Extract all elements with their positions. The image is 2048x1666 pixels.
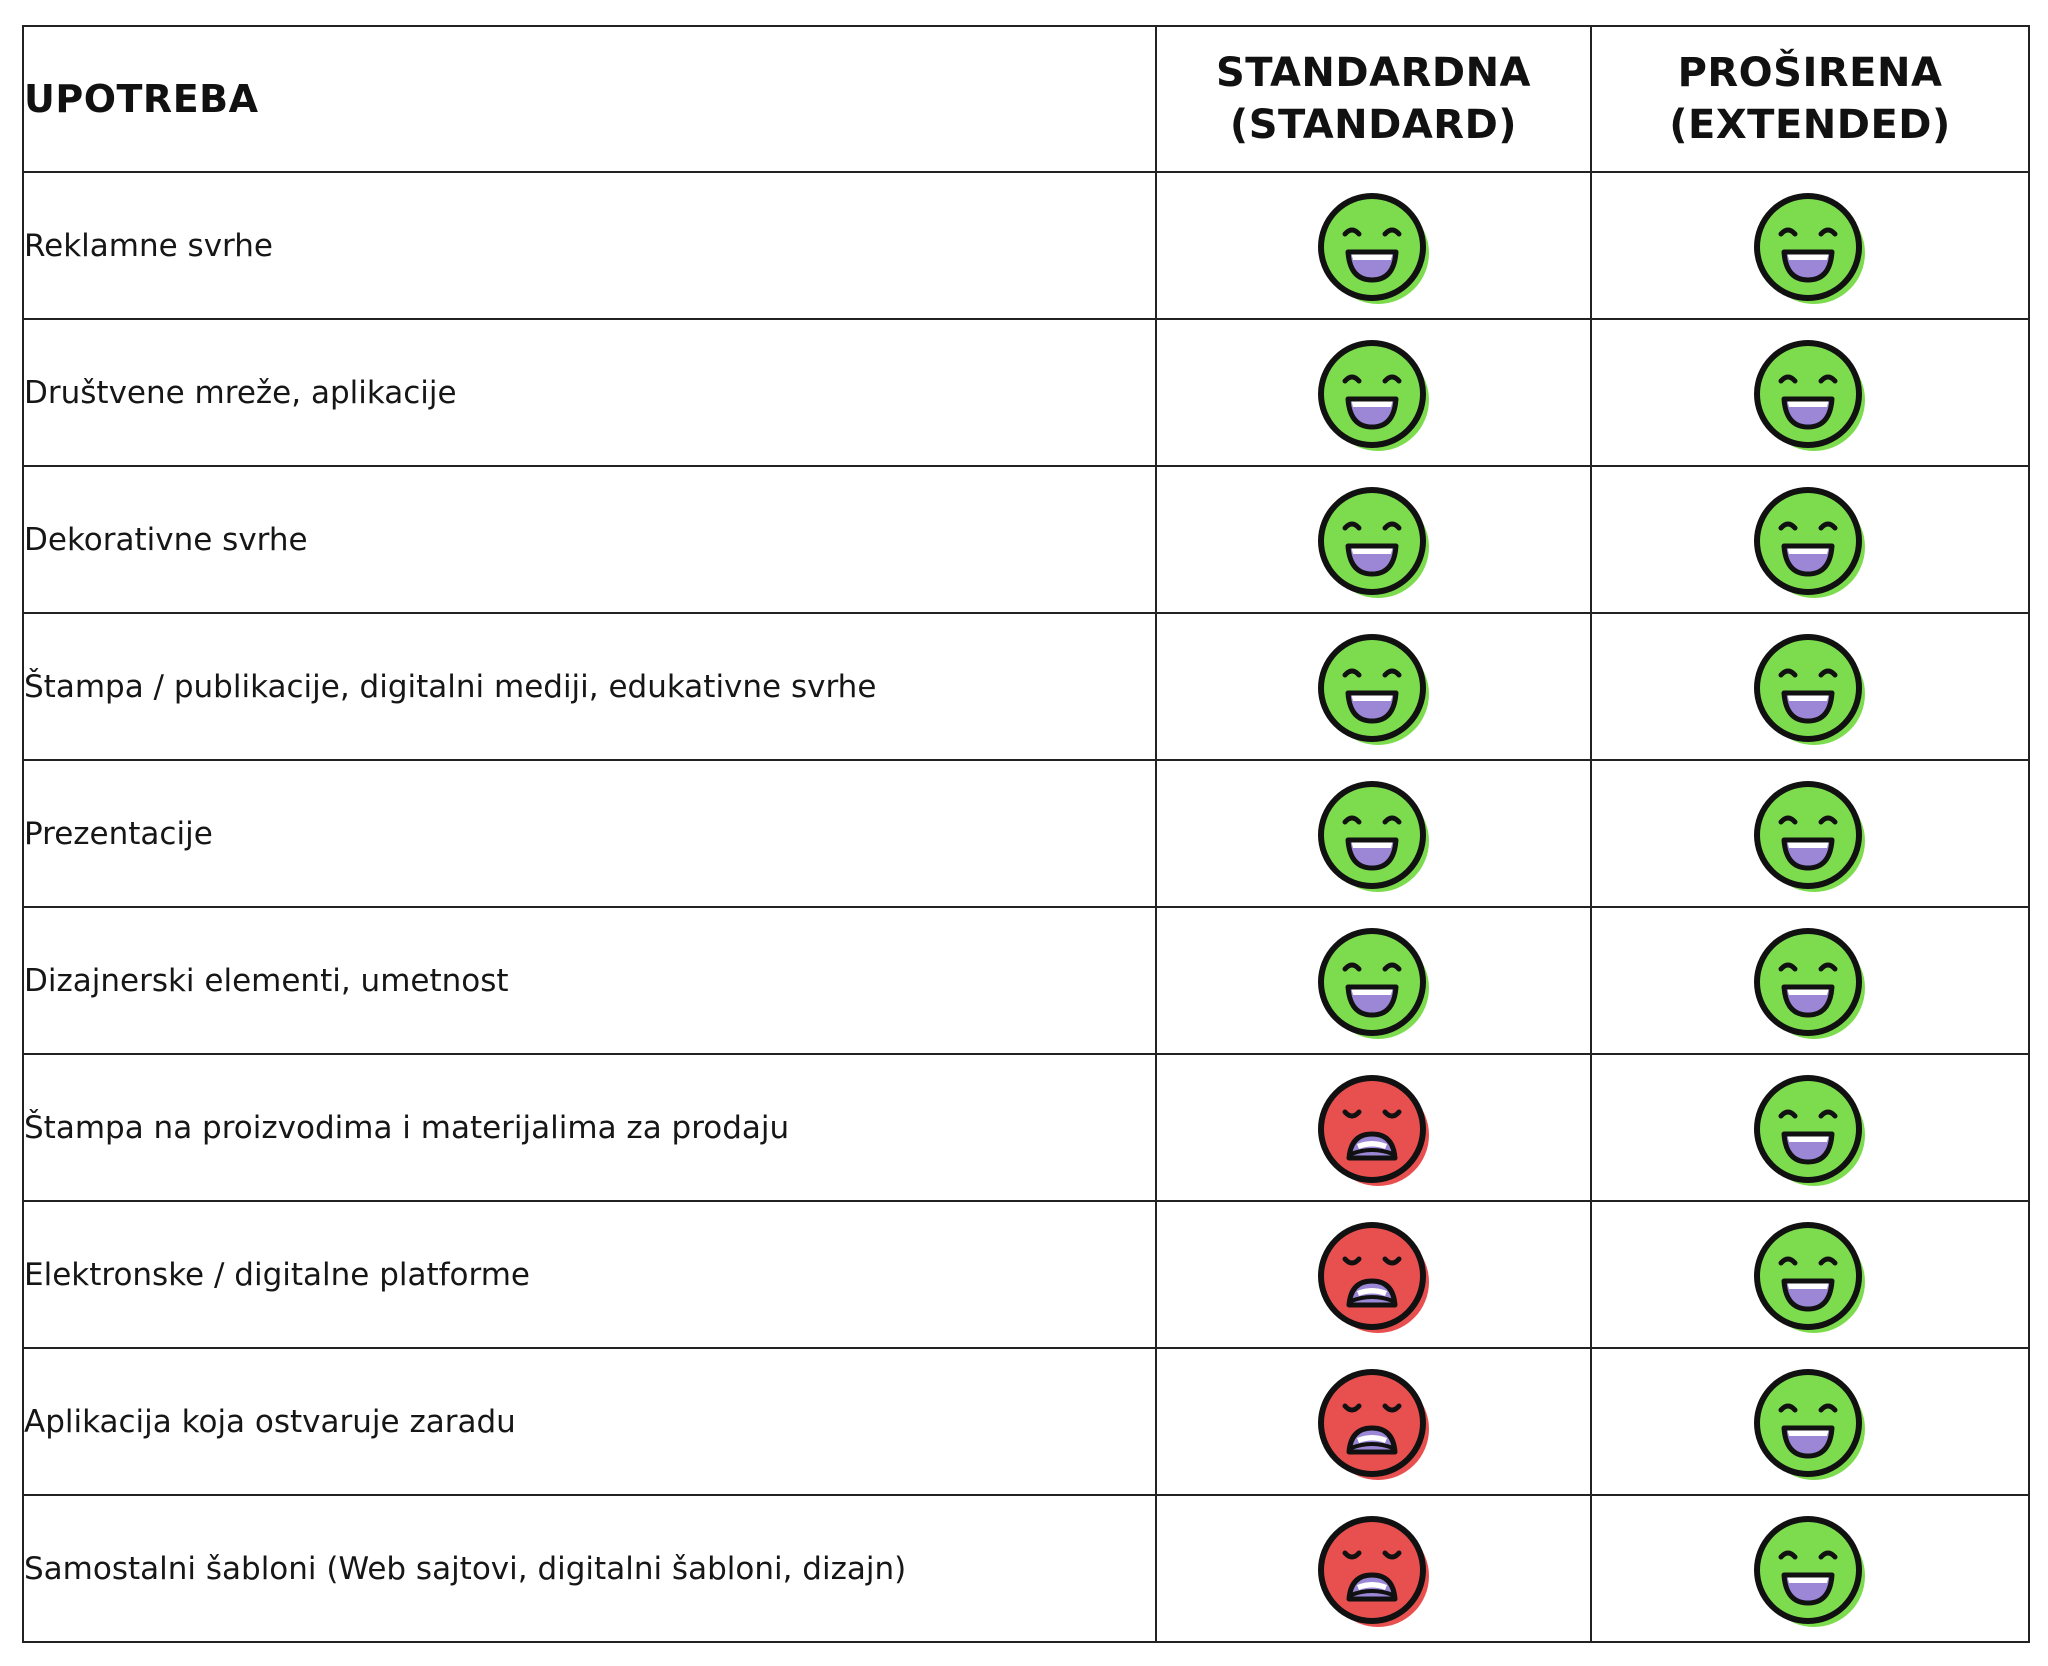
table-row bbox=[23, 613, 2029, 760]
table-row bbox=[23, 319, 2029, 466]
sad-face-icon bbox=[1315, 1513, 1433, 1631]
extended-column-header bbox=[1591, 26, 2029, 172]
happy-face-icon bbox=[1315, 190, 1433, 308]
standard-license-cell bbox=[1156, 319, 1591, 466]
extended-license-cell bbox=[1591, 1495, 2029, 1642]
table-body bbox=[23, 172, 2029, 1642]
usage-label: Aplikacija koja ostvaruje zaradu bbox=[23, 1348, 1156, 1495]
standard-license-cell bbox=[1156, 466, 1591, 613]
happy-face-icon bbox=[1751, 1513, 1869, 1631]
table-row bbox=[23, 907, 2029, 1054]
standard-license-cell bbox=[1156, 760, 1591, 907]
standard-license-cell bbox=[1156, 907, 1591, 1054]
happy-face-icon bbox=[1315, 631, 1433, 749]
happy-face-icon bbox=[1751, 1072, 1869, 1190]
usage-label: Štampa na proizvodima i materijalima za prodaju bbox=[23, 1054, 1156, 1201]
sad-face-icon bbox=[1315, 1072, 1433, 1190]
standard-header-line2: (STANDARD) bbox=[1229, 102, 1518, 148]
happy-face-icon bbox=[1751, 1219, 1869, 1337]
extended-header-line2: (EXTENDED) bbox=[1669, 102, 1951, 148]
usage-label: Društvene mreže, aplikacije bbox=[23, 319, 1156, 466]
table-row bbox=[23, 760, 2029, 907]
usage-label: Dekorativne svrhe bbox=[23, 466, 1156, 613]
happy-face-icon bbox=[1315, 337, 1433, 455]
happy-face-icon bbox=[1751, 1366, 1869, 1484]
happy-face-icon bbox=[1751, 484, 1869, 602]
usage-label: Dizajnerski elementi, umetnost bbox=[23, 907, 1156, 1054]
usage-label: Prezentacije bbox=[23, 760, 1156, 907]
usage-column-header: UPOTREBA bbox=[23, 26, 1156, 172]
usage-label: Štampa / publikacije, digitalni mediji, edukativne svrhe bbox=[23, 613, 1156, 760]
extended-license-cell bbox=[1591, 907, 2029, 1054]
extended-license-cell bbox=[1591, 1054, 2029, 1201]
happy-face-icon bbox=[1751, 190, 1869, 308]
table-row bbox=[23, 1054, 2029, 1201]
standard-license-cell bbox=[1156, 1495, 1591, 1642]
usage-label: Reklamne svrhe bbox=[23, 172, 1156, 319]
extended-license-cell bbox=[1591, 1201, 2029, 1348]
extended-license-cell bbox=[1591, 466, 2029, 613]
standard-license-cell bbox=[1156, 613, 1591, 760]
sad-face-icon bbox=[1315, 1366, 1433, 1484]
happy-face-icon bbox=[1315, 778, 1433, 896]
happy-face-icon bbox=[1315, 925, 1433, 1043]
standard-column-header bbox=[1156, 26, 1591, 172]
standard-license-cell bbox=[1156, 1054, 1591, 1201]
sad-face-icon bbox=[1315, 1219, 1433, 1337]
usage-label: Elektronske / digitalne platforme bbox=[23, 1201, 1156, 1348]
happy-face-icon bbox=[1751, 631, 1869, 749]
happy-face-icon bbox=[1751, 337, 1869, 455]
license-comparison-table bbox=[22, 25, 2030, 1643]
extended-license-cell bbox=[1591, 172, 2029, 319]
table-row bbox=[23, 1348, 2029, 1495]
standard-license-cell bbox=[1156, 1201, 1591, 1348]
extended-license-cell bbox=[1591, 613, 2029, 760]
happy-face-icon bbox=[1315, 484, 1433, 602]
extended-license-cell bbox=[1591, 319, 2029, 466]
extended-license-cell bbox=[1591, 760, 2029, 907]
table-row bbox=[23, 1495, 2029, 1642]
table-row bbox=[23, 466, 2029, 613]
happy-face-icon bbox=[1751, 925, 1869, 1043]
extended-license-cell bbox=[1591, 1348, 2029, 1495]
extended-header-line1: PROŠIRENA bbox=[1677, 50, 1943, 96]
table-row bbox=[23, 1201, 2029, 1348]
standard-license-cell bbox=[1156, 172, 1591, 319]
table-row bbox=[23, 172, 2029, 319]
usage-label: Samostalni šabloni (Web sajtovi, digitalni šabloni, dizajn) bbox=[23, 1495, 1156, 1642]
standard-license-cell bbox=[1156, 1348, 1591, 1495]
table-header-row bbox=[23, 26, 2029, 172]
happy-face-icon bbox=[1751, 778, 1869, 896]
standard-header-line1: STANDARDNA bbox=[1215, 50, 1532, 96]
